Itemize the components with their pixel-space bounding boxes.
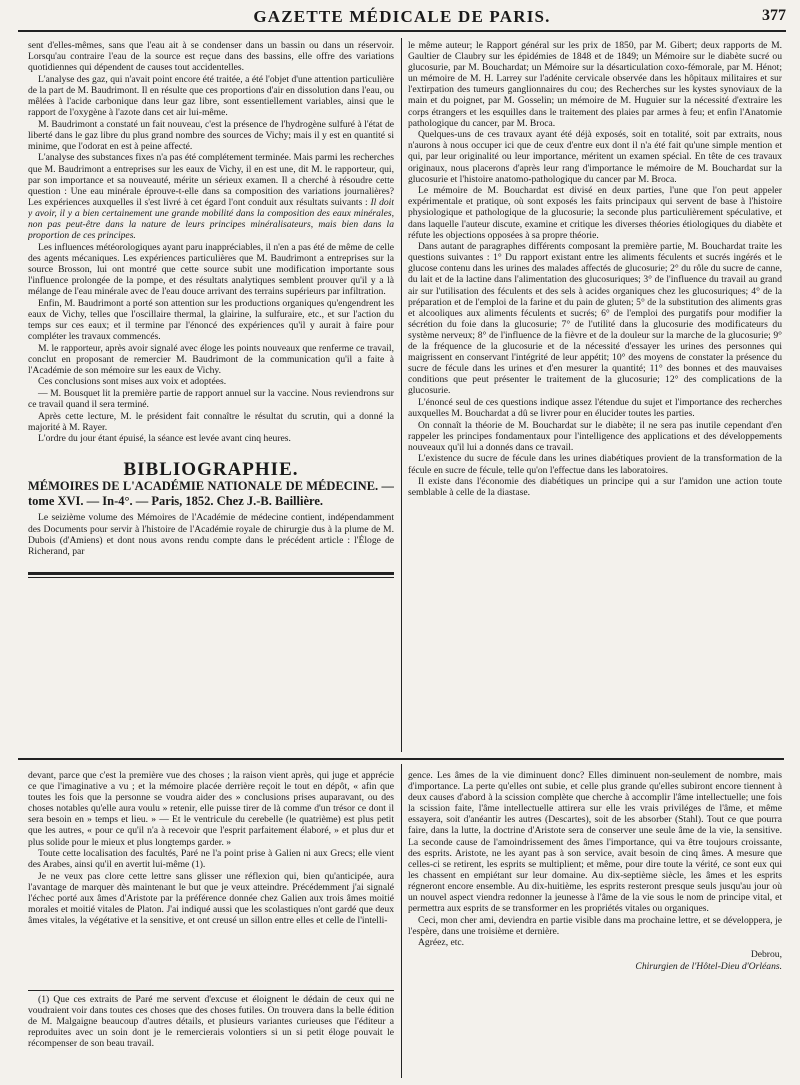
paragraph: Les influences météorologiques ayant paru inappréciables, il n'en a pas été de même de celle des agents mécaniques. Les expériences particulières que M. Baudrimont a entreprises sur la source Brosson, lui ont montré que cette source subit une modification importante sous l'influence prolongée de la pompe, et des résultats analytiques semblent prouver qu'il y a là mélange de l'eau minérale avec de l'eau douce arrivant des terrains supérieurs par infiltration. (28, 241, 394, 298)
paragraph: L'ordre du jour étant épuisé, la séance est levée avant cinq heures. (38, 433, 291, 445)
book-reference-heading: MÉMOIRES DE L'ACADÉMIE NATIONALE DE MÉDECINE. — tome XVI. — In-4°. — Paris, 1852. Chez J.-B. Baillière. (28, 479, 394, 509)
paragraph-text: L'analyse des substances fixes n'a pas été complétement terminée. Mais parmi les recherches que M. Baudrimont a entreprises sur les eaux de Vichy, il en est une, dit M. le rapporteur, qui, par son importance et sa nouveauté, mérite un sérieux examen. Il a cherché à résoudre cette question : Une eau minérale éprouve-t-elle dans sa composition des variations journalières? Les expériences auxquelles il s'est livré à cet égard l'ont conduit aux résultats suivants : (28, 152, 394, 208)
paragraph: M. le rapporteur, après avoir signalé avec éloge les points nouveaux que renferme ce travail, conclut en proposant de remercier M. Baudrimont de la communication qu'il a faite à l'Académie de son mémoire sur les eaux de Vichy. (28, 342, 394, 376)
page-number: 377 (762, 7, 786, 24)
journal-title: GAZETTE MÉDICALE DE PARIS. (253, 7, 551, 26)
section-divider (28, 572, 394, 575)
paragraph: L'existence du sucre de fécule dans les urines diabétiques provient de la transformation de la fécule en sucre de fécule, telle qu'on l'effectue dans les laboratoires. (408, 453, 782, 476)
footnote-divider (28, 990, 394, 991)
paragraph: Toute cette localisation des facultés, Paré ne l'a point prise à Galien ni aux Grecs; elle vient des Arabes, ainsi qu'il en avertit lui-même (1). (28, 848, 394, 871)
bottom-right-column (408, 770, 782, 1080)
paragraph: Dans autant de paragraphes différents composant la première partie, M. Bouchardat traite les questions suivantes : 1° Du rapport existant entre les aliments féculents et sucrés ingérés et le glucose contenu dans les urines des malades affectés de glucosurie; 2° du rôle du sucre de canne, du lait et de la lactine dans l'alimentation des glucosuriques; 3° de l'influence du travail au grand air sur l'utilisation des féculents et des sels à acides organiques chez les glucosuriques; 4° de la préparation et de l'emploi de la farine et du pain de gluten; 5° de la substitution des aliments gras et alcooliques aux aliments féculents et sucrés; 6° de l'emploi des purgatifs pour modifier la sécrétion du foie dans la glucosurie; 7° de l'utilité dans la glucosurie des modificateurs du système nerveux; 8° de l'influence de la fièvre et de la douleur sur la marche de la glucosurie; 9° de la fréquence de la glucosurie et de la nécessité d'essayer les urines des personnes qui maigrissent en conservant l'intégrité de leur appétit; 10° des moyens de constater la présence du sucre de fécule dans les urines et d'en mesurer la quantité; 11° des bonnes et des mauvaises conditions que peut présenter le traitement de la glucosurie; 12° des complications de la glucosurie. (408, 241, 782, 397)
paragraph: Après cette lecture, M. le président fait connaître le résultat du scrutin, qui a donné la majorité à M. Rayer. (28, 410, 394, 433)
paragraph (28, 152, 394, 241)
bottom-left-column (28, 770, 394, 980)
footnote-text: (1) Que ces extraits de Paré me servent d'excuse et éloignent le dédain de ceux qui ne voudraient voir dans toutes ces choses que des choses futiles. On trouvera dans la belle édition de M. Malgaigne beaucoup d'autres détails, et plusieurs variantes curieuses que l'éditeur a reproduites avec un soin dont je le remercierais volontiers si un si petit éloge pouvait le récompenser de son beau travail. (28, 994, 394, 1050)
paragraph: Il existe dans l'économie des diabétiques un principe qui a sur l'amidon une action toute semblable à celle de la diastase. (408, 476, 782, 499)
paragraph: M. Baudrimont a constaté un fait nouveau, c'est la présence de l'hydrogène sulfuré à l'état de liberté dans le gaz libre du plus grand nombre des sources de Vichy; mais il y est en quantité si minime, que l'odorat en est à peine affecté. (28, 118, 394, 152)
paragraph: L'analyse des gaz, qui n'avait point encore été traitée, a été l'objet d'une attention particulière de la part de M. Baudrimont. Il en résulte que ces proportions d'air en dissolution dans l'eau, ou mêlées à l'acide carbonique dans leur gaz libre, sont essentiellement variables, ainsi que le rapport de l'oxygène à l'azote dans cet air lui-même. (28, 73, 394, 119)
paragraph: — M. Bousquet lit la première partie de rapport annuel sur la vaccine. Nous reviendrons sur ce travail quand il sera terminé. (28, 387, 394, 410)
paragraph: devant, parce que c'est la première vue des choses ; la raison vient après, qui juge et apprécie ce que l'imaginative a vu ; et la mémoire placée derrière reçoit le tout en dépôt, « afin que toutes les fois que la personne se voudra aider des » conclusions prises auparavant, ou des choses notables qu'elle aura voulu » retenir, elle puisse tirer de là comme d'un trésor ce dont il sera besoin en » temps et lieu. » — Et le ventricule du cerebelle (le quatrième) est plus petit que les autres, « pour ce qu'il n'a à recevoir que l'esprit parfaitement élaboré, » et plus dur et plus solide pour le mieux et plus longtemps garder. » (28, 770, 394, 848)
paragraph: gence. Les âmes de la vie diminuent donc? Elles diminuent non-seulement de nombre, mais d'importance. La perte qu'elles ont subie, et celle plus grande qu'elles subiront encore tiennent à deux causes d'abord à la scission complète que cherche à accomplir l'âme intellectuelle; une fois la scission faite, l'âme intellectuelle attirera sur elle les vrais priviléges de l'âme, et même essayera, soit d'anéantir les autres (Descartes), soit de les absorber (Stahl). Tout ce que pourra faire, dans la lutte, la doctrine d'Aristote sera de conserver une seule âme de la vie, la sensitive. La seconde cause de l'amoindrissement des âmes l'importance, qui va être toujours croissante, des esprits. Aristote, ne les ayant pas à son service, avait besoin de cinq âmes. A mesure que celles-ci se retirent, les esprits se multiplient; et même, pour dire toute la vérité, ce sont eux qui les chassent en empiétant sur leur domaine. Au dix-septième siècle, les âmes et les esprits régneront encore ensemble. Au dix-huitième, les esprits resteront presque seuls jusqu'au jour où un nouvel aspect viendra redonner la jeunesse à l'âme de la vie sous le nom de principe vital, et permettra aux esprits de se transformer en les propriétés vitales ou organiques. (408, 770, 782, 915)
section-title: BIBLIOGRAPHIE. (123, 459, 299, 481)
paragraph: Enfin, M. Baudrimont a porté son attention sur les productions organiques qu'engendrent les eaux de Vichy, telles que l'oscillaire thermal, la glairine, la sulfuraire, etc., et sur l'action du temps sur ces eaux; et il termine par l'énoncé des expériences qu'il y aurait à faire pour compléter les travaux commencés. (28, 297, 394, 342)
footnote (28, 994, 394, 1080)
paragraph: Je ne veux pas clore cette lettre sans glisser une réflexion qui, bien qu'anticipée, aura l'avantage de marquer dès maintenant le but que je veux atteindre. Précédemment j'ai signalé l'échec porté aux âmes d'Aristote par la préférence donnée chez Galien aux trois âmes moitié morales et moitié vitales de Platon. J'ai indiqué aussi que les scolastiques n'ont gardé que deux âmes vitales, la végétative et la sensitive, et ont creusé un sillon entre elles et celle de l'intelli- (28, 870, 394, 927)
top-right-column (408, 40, 782, 754)
paragraph: Le mémoire de M. Bouchardat est divisé en deux parties, l'une que l'on peut appeler expérimentale et pratique, où sont exposés les faits principaux qui servent de base à l'histoire physiologique et pathologique de la glucosurie; la seconde plus particulièrement spéculative, et dans laquelle l'auteur discute, examine et critique les diverses théories étiologiques du diabète et réfute les objections opposées à sa propre théorie. (408, 185, 782, 241)
section-divider-thin (28, 577, 394, 578)
paragraph: sent d'elles-mêmes, sans que l'eau ait à se condenser dans un bassin ou dans un réservoir. Lorsqu'au contraire l'eau de la source est reçue dans des bassins, elle offre des variations quotidiennes qui dépendent de causes tout accidentelles. (28, 40, 394, 74)
paragraph: Le seizième volume des Mémoires de l'Académie de médecine contient, indépendamment des Documents pour servir à l'histoire de l'Académie royale de chirurgie dus à la plume de M. Dubois (d'Amiens) et dont nous avons rendu compte dans le précédent article : l'Éloge de Richerand, par (28, 512, 394, 557)
page-header (18, 4, 786, 32)
paragraph: Quelques-uns de ces travaux ayant été déjà exposés, soit en totalité, soit par extraits, nous n'aurons à nous occuper ici que de ceux d'entre eux dont il n'a été fait qu'une simple mention et qui, par leur originalité ou leur importance, méritent un examen spécial. En tête de ces travaux originaux, nous placerons d'après leur rang d'importance le mémoire de M. Bouchardat sur la glucosurie et l'histoire anatomo-pathologique du cancer par M. Broca. (408, 129, 782, 185)
signature-name: Debrou, (750, 949, 782, 960)
feuilleton-divider (18, 758, 784, 760)
paragraph: le même auteur; le Rapport général sur les prix de 1850, par M. Gibert; deux rapports de M. Gaultier de Claubry sur les épidémies de 1848 et de 1849; un Mémoire sur le diabète sucré ou glucosurie, par M. Bouchardat; un Mémoire sur la désarticulation coxo-fémorale, par M. Hénot; un mémoire de M. H. Larrey sur l'adénite cervicale observée dans les hôpitaux militaires et sur l'extirpation des tumeurs ganglionnaires du cou; des Recherches sur les kystes synoviaux de la main et du poignet, par M. Gosselin; un mémoire de M. Huguier sur la nécessité d'extraire les corps étrangers et les esquilles dans le traitement des plaies par armes à feu; et enfin l'Anatomie pathologique du cancer, par M. Broca. (408, 40, 782, 129)
column-separator-bottom (401, 764, 402, 1078)
paragraph: On connaît la théorie de M. Bouchardat sur le diabète; il ne sera pas inutile cependant d'en rappeler les principes fondamentaux pour l'intelligence des applications et des développements nouveaux qu'il lui a donnés dans ce travail. (408, 419, 782, 453)
paragraph: Ceci, mon cher ami, deviendra en partie visible dans ma prochaine lettre, et se développera, je l'espère, dans une troisième et dernière. (408, 914, 782, 937)
top-left-column (28, 40, 394, 725)
italic-quote: Il doit y avoir, il y a bien certainement une grande mobilité dans la composition des eaux minérales, non pas peut-être dans la nature de leurs principes minéralisateurs, mais bien dans la proportion de ces principes. (28, 196, 394, 242)
paragraph: Agréez, etc. (418, 937, 465, 949)
column-separator (401, 38, 402, 752)
paragraph: L'énoncé seul de ces questions indique assez l'étendue du sujet et l'importance des recherches auxquelles M. Bouchardat a dû se livrer pour en élucider toutes les parties. (408, 397, 782, 420)
paragraph: Ces conclusions sont mises aux voix et adoptées. (38, 376, 227, 388)
signature-title: Chirurgien de l'Hôtel-Dieu d'Orléans. (635, 960, 782, 972)
